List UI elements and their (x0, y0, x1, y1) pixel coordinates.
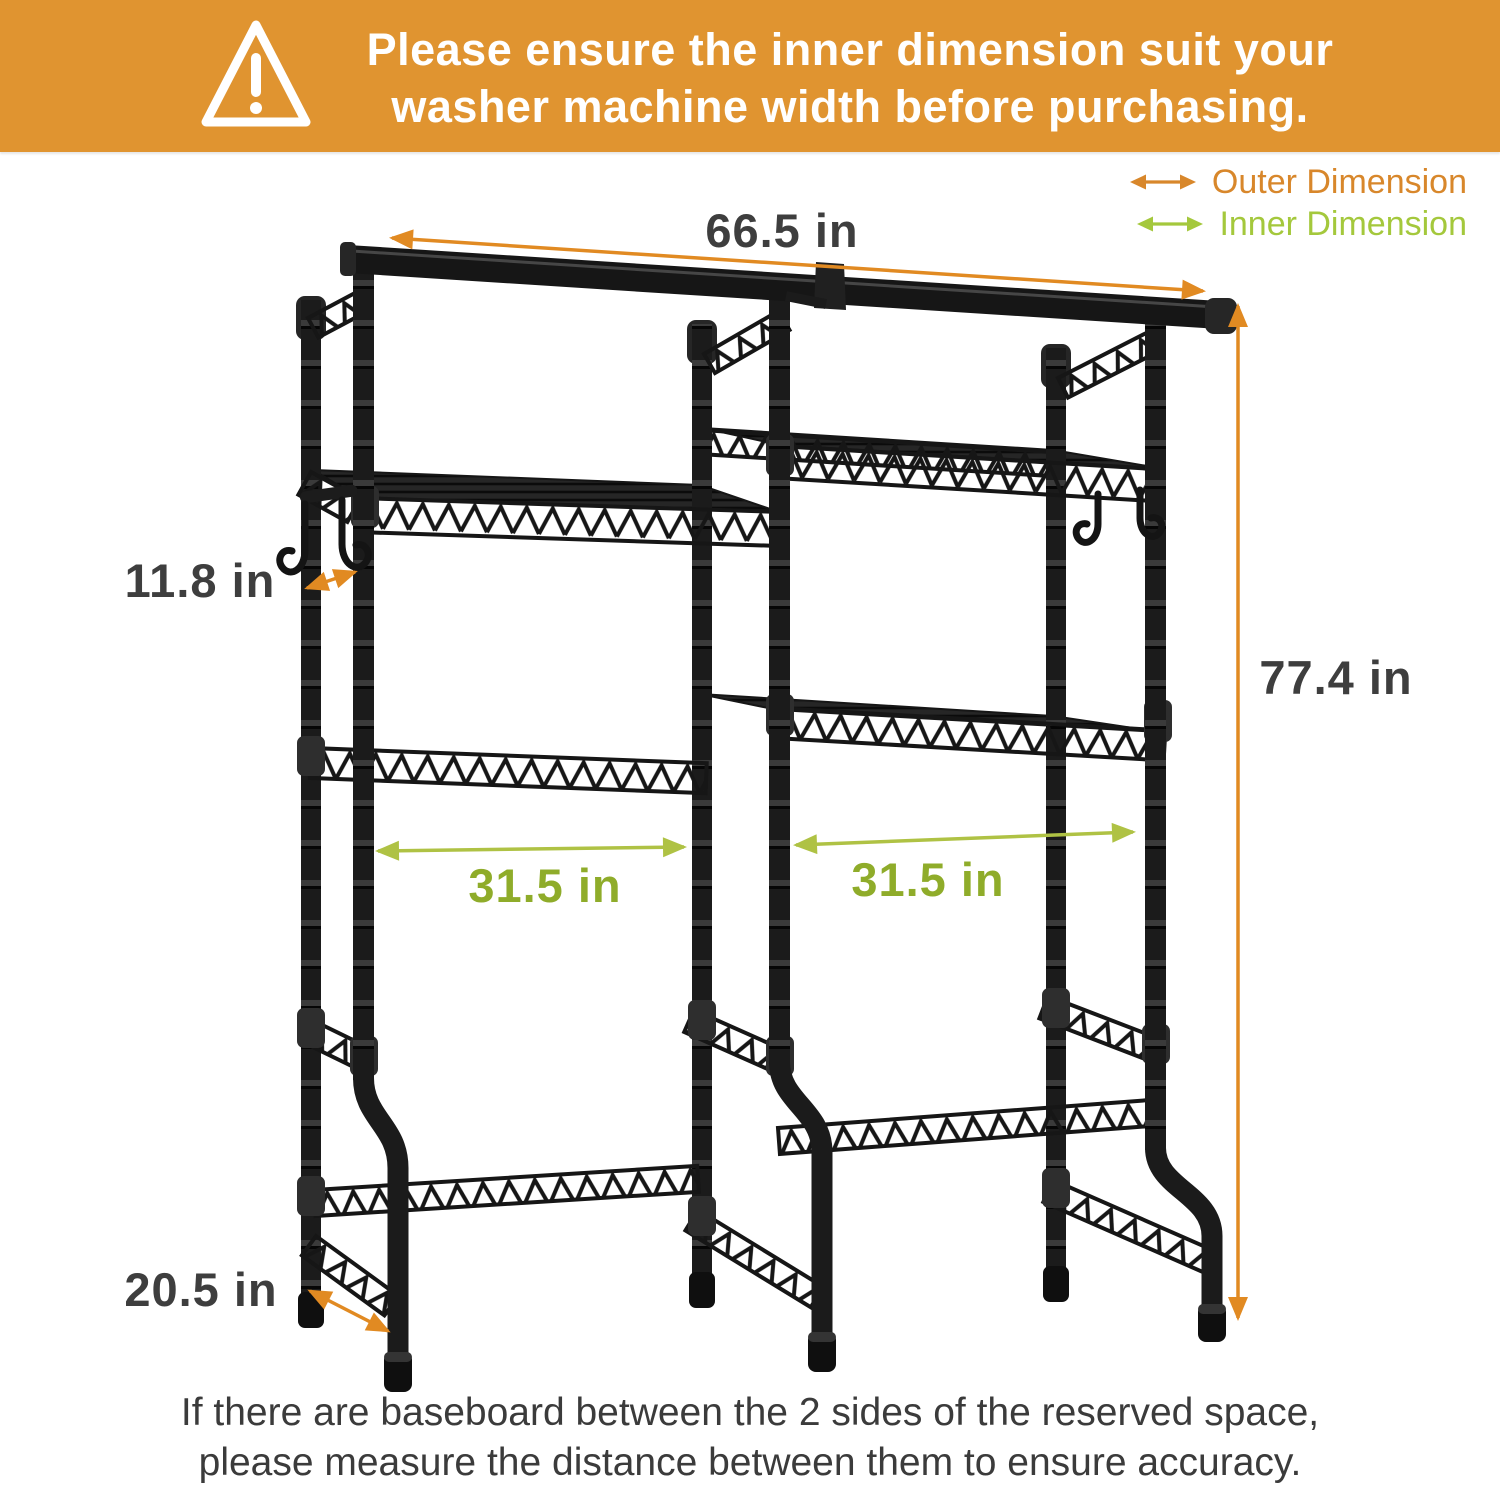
legend-label-inner: Inner Dimension (1219, 205, 1467, 243)
dimension-arrow-inner-left (378, 847, 684, 851)
footnote (70, 1388, 1430, 1488)
dimension-label-base-depth: 20.5 in (124, 1263, 278, 1316)
banner-title-line2: washer machine width before purchasing. (391, 81, 1309, 132)
pole-front-left (353, 250, 412, 1392)
dimension-arrow-inner-right (796, 832, 1133, 845)
footnote-line2: please measure the distance between them to ensure accuracy. (198, 1441, 1302, 1484)
lower-brace-right-bay (778, 1100, 1159, 1154)
dimension-label-inner-left: 31.5 in (468, 859, 622, 912)
lower-brace-left-bay (314, 1166, 699, 1216)
pole-front-right (1145, 314, 1226, 1342)
dimension-label-inner-right: 31.5 in (851, 853, 1005, 906)
footnote-line1: If there are baseboard between the 2 sides of the reserved space, (180, 1391, 1320, 1434)
dimension-label-top-width: 66.5 in (705, 204, 859, 257)
pole-rear-middle (687, 320, 717, 1308)
dimension-label-total-height: 77.4 in (1259, 651, 1413, 704)
legend-label-outer: Outer Dimension (1211, 163, 1467, 201)
banner-title-line1: Please ensure the inner dimension suit your (366, 24, 1334, 75)
dimension-label-upper-depth: 11.8 in (124, 554, 276, 607)
pole-rear-left (296, 296, 326, 1328)
